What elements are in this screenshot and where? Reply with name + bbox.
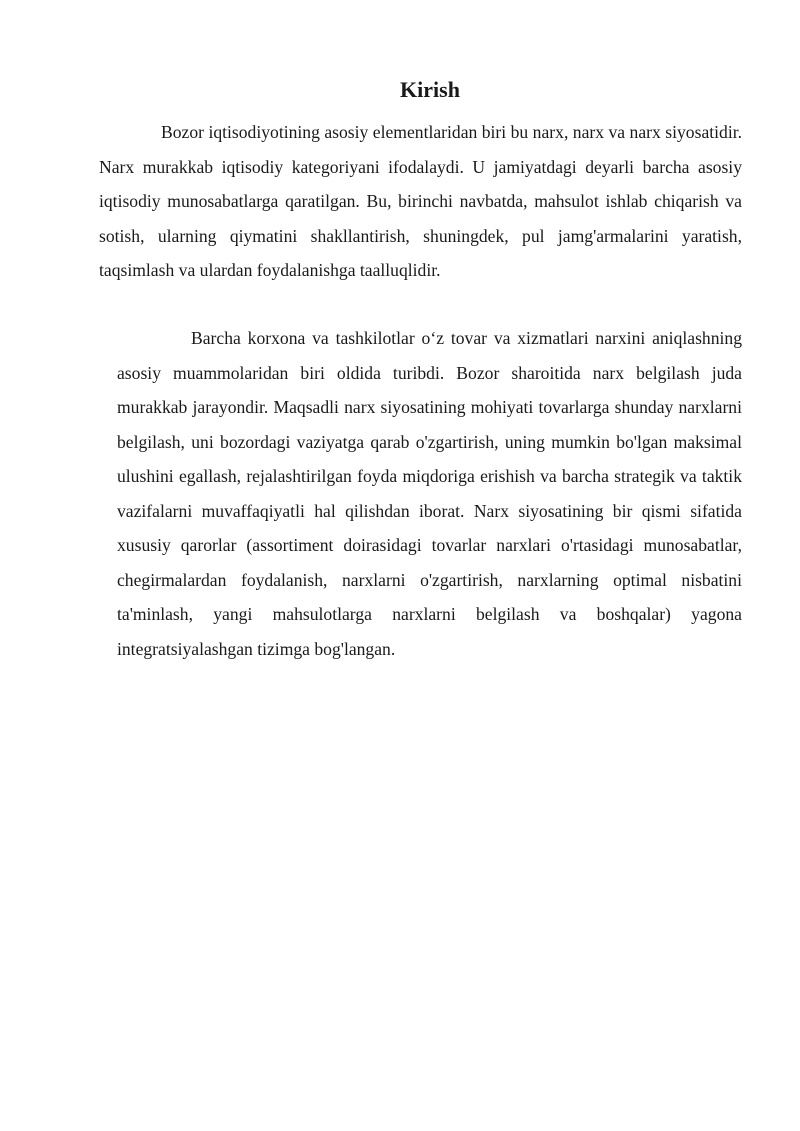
paragraph-1: Bozor iqtisodiyotining asosiy elementlaridan biri bu narx, narx va narx siyosatidir. Narx murakkab iqtisodiy kategoriyani ifodalaydi. U jamiyatdagi deyarli barcha asosiy iqtisodiy munosabatlarga qaratilgan. Bu, birinchi navbatda, mahsulot ishlab chiqarish va sotish, ularning qiymatini shakllantirish, shuningdek, pul jamg'armalarini yaratish, taqsimlash va ulardan foydalanishga taalluqlidir. <box>99 122 742 280</box>
paragraph-2: Barcha korxona va tashkilotlar o‘z tovar va xizmatlari narxini aniqlashning asosiy muammolaridan biri oldida turibdi. Bozor sharoitida narx belgilash juda murakkab jarayondir. Maqsadli narx siyosatining mohiyati tovarlarga shunday narxlarni belgilash, uni bozordagi vaziyatga qarab o'zgartirish, uning mumkin bo'lgan maksimal ulushini egallash, rejalashtirilgan foyda miqdoriga erishish va barcha strategik va taktik vazifalarni muvaffaqiyatli hal qilishdan iborat. Narx siyosatining bir qismi sifatida xususiy qarorlar (assortiment doirasidagi tovarlar narxlari o'rtasidagi munosabatlar, chegirmalardan foydalanish, narxlarni o'zgartirish, narxlarning optimal nisbatini ta'minlash, yangi mahsulotlarga narxlarni belgilash va boshqalar) yagona integratsiyalashgan tizimga bog'langan. <box>117 328 742 659</box>
page-title: Kirish <box>400 77 460 102</box>
